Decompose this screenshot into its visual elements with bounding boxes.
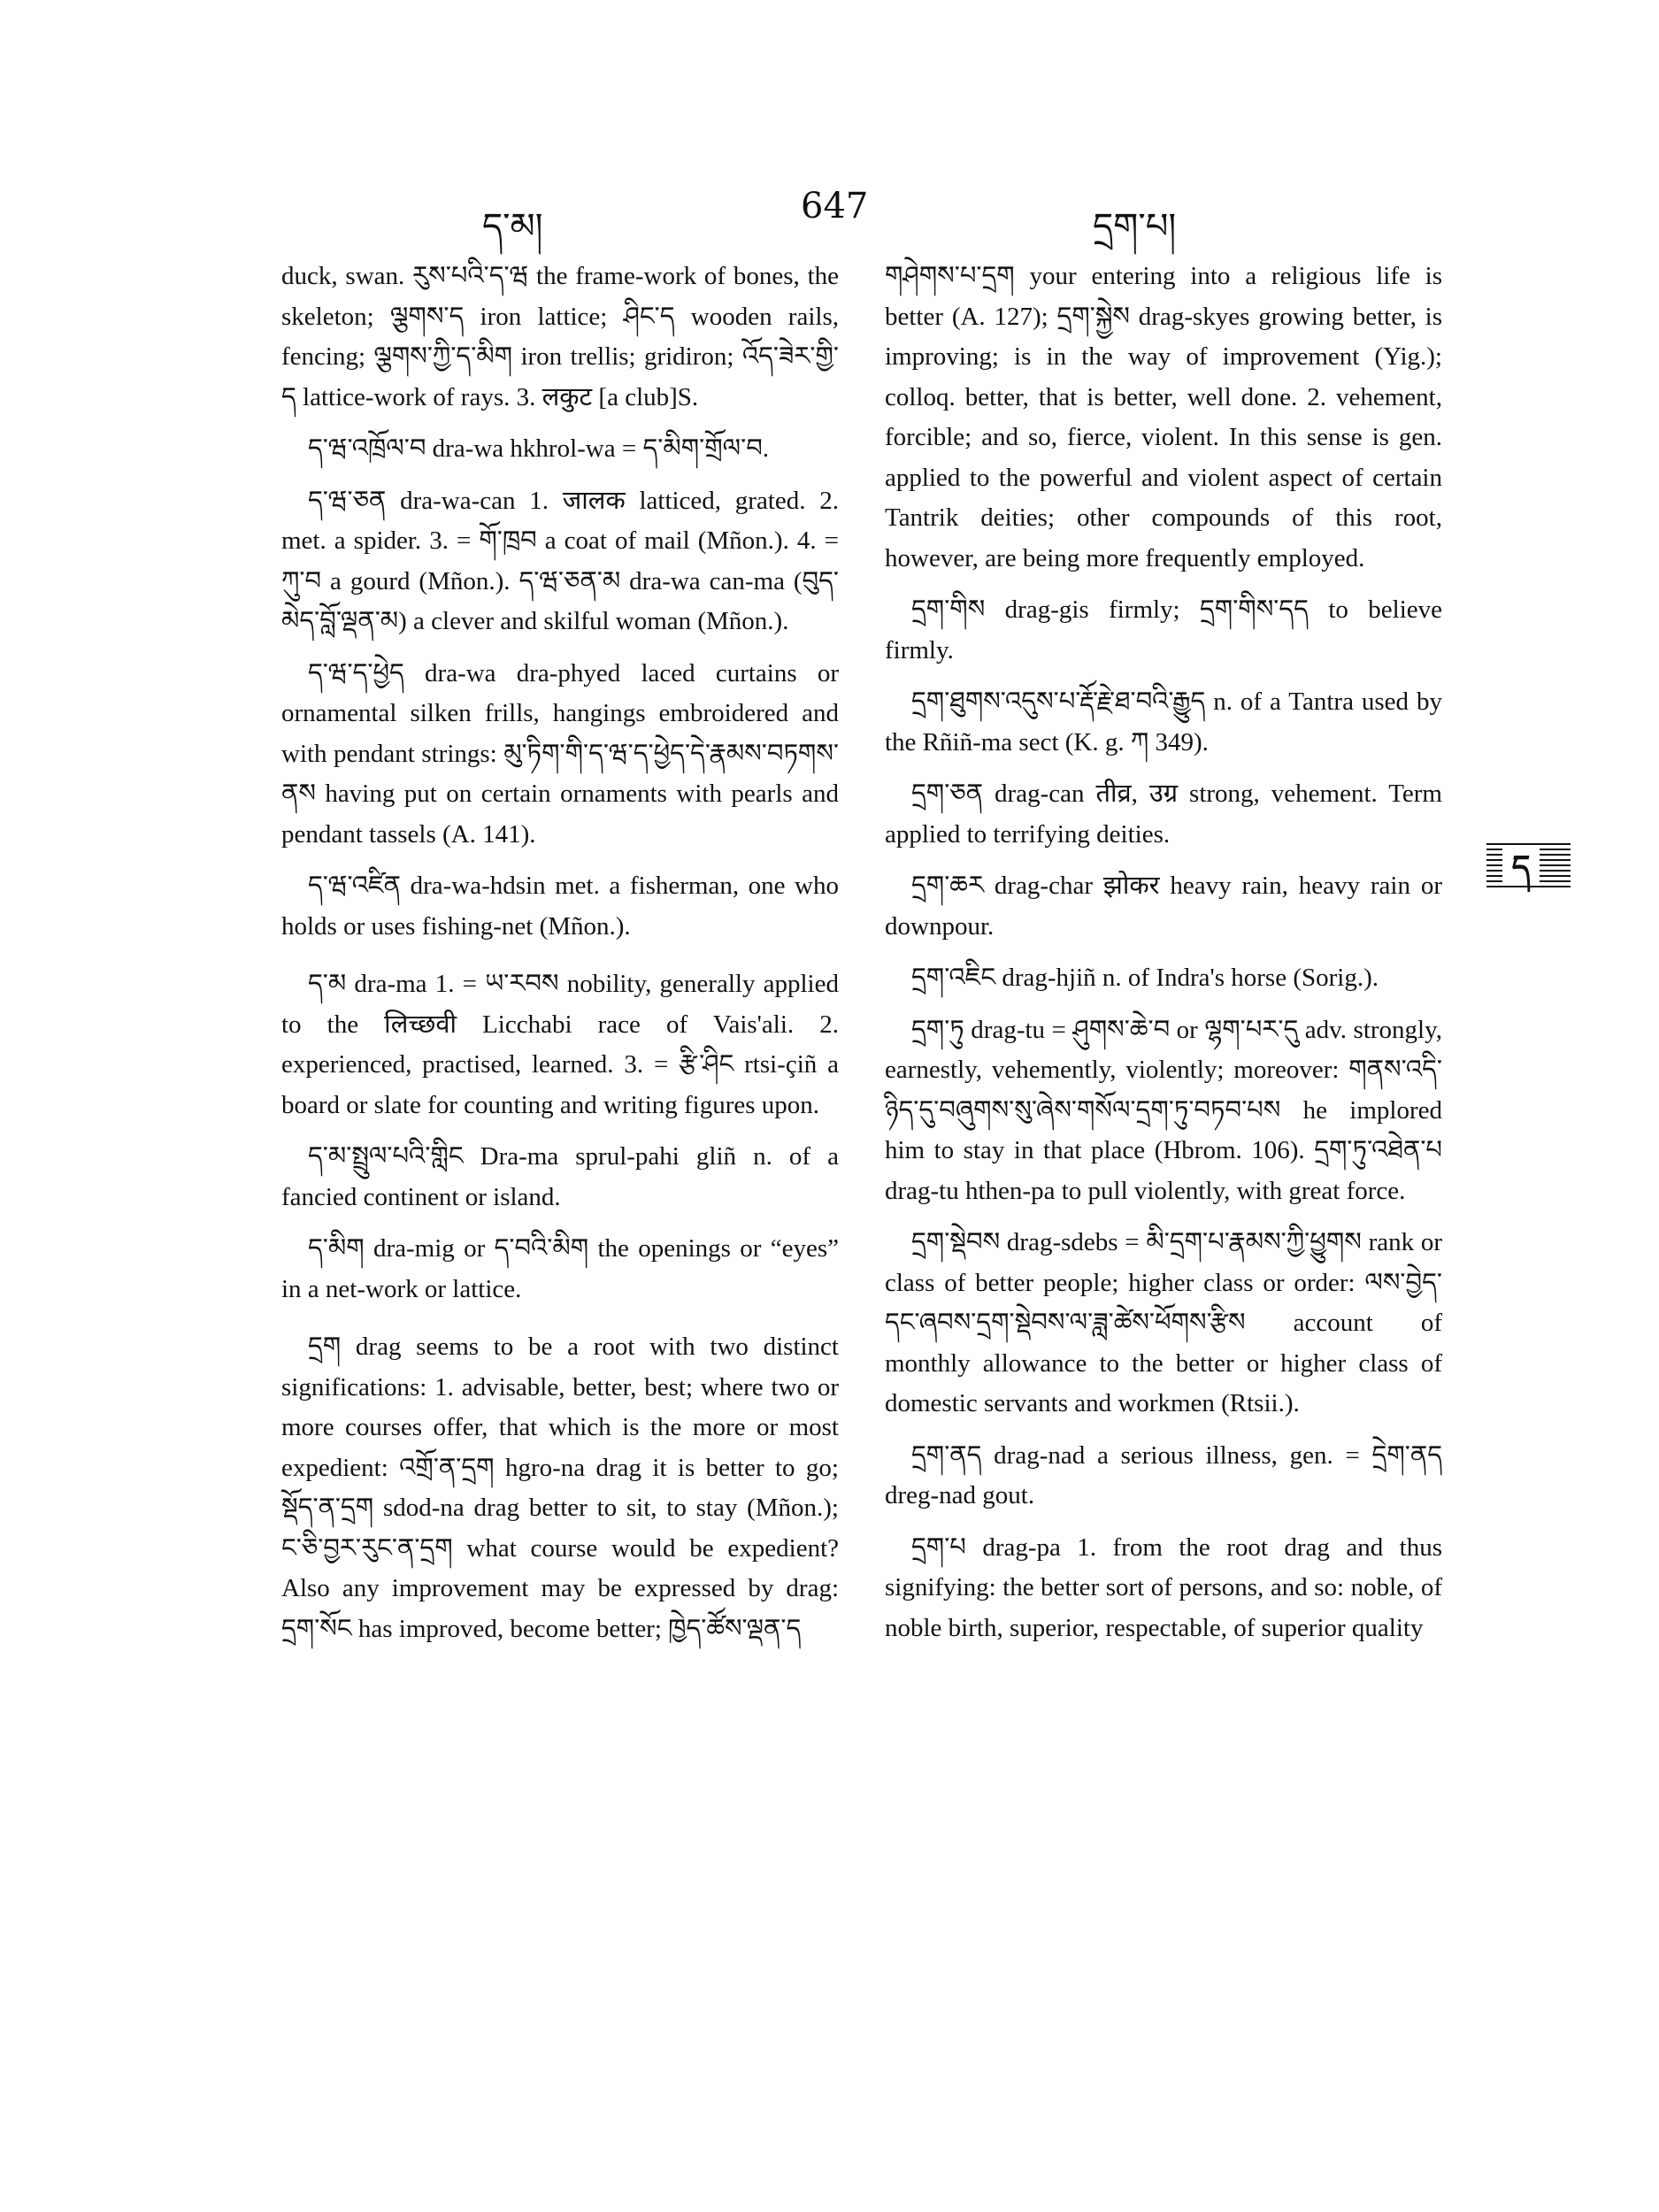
entry: དྲག་པ drag-pa 1. from the root drag and thus signifying: the better sort of persons, and so: noble, of noble birth, superior, respectable, of superior quality bbox=[885, 1532, 1442, 1642]
entry: ད་ཝ་ཅན dra-wa-can 1. जालक latticed, grated. 2. met. a spider. 3. = གོ་ཁྲབ a coat of mail (Mñon.). 4. = ཀུ་བ a gourd (Mñon.). ད་ཝ་ཅན་མ dra-wa can-ma (བུད་མེད་བློ་ལྡན་མ) a clever and skilful woman (Mñon.). bbox=[281, 486, 839, 635]
entry: དྲག་གིས drag-gis firmly; དྲག་གིས་དད to believe firmly. bbox=[885, 595, 1442, 664]
page-number: 647 bbox=[801, 186, 869, 227]
page-header bbox=[279, 186, 1455, 248]
entry: ད་མིག dra-mig or ད་བའི་མིག the openings or “eyes” in a net-work or lattice. bbox=[281, 1234, 839, 1303]
entry: ད་ཝ་འཁྲོལ་བ dra-wa hkhrol-wa = ད་མིག་གྲོལ་བ. bbox=[308, 434, 770, 463]
thumb-index-icon bbox=[1486, 839, 1571, 892]
entry: དྲག་ཐུགས་འདུས་པ་རྡོ་རྗེ་ཐ་བའི་རྒྱུད n. of a Tantra used by the Rñiñ-ma sect (K. g. ཀ 349). bbox=[885, 687, 1442, 757]
right-column bbox=[885, 257, 1442, 1660]
entry: ད་ཝ་འཛིན dra-wa-hdsin met. a fisherman, one who holds or uses fishing-net (Mñon.). bbox=[281, 872, 839, 941]
thumb-index-tab bbox=[1486, 839, 1571, 892]
entry: ད་མ་སྤྲུལ་པའི་གླིང Dra-ma sprul-pahi gliñ n. of a fancied continent or island. bbox=[281, 1142, 839, 1211]
entry: དྲག་འཇིང drag-hjiñ n. of Indra's horse (Sorig.). bbox=[911, 964, 1379, 992]
entry: ད་ཝ་ད་ཕྱེད dra-wa dra-phyed laced curtains or ornamental silken frills, hangings embroidered and with pendant strings: མུ་ཏིག་གི་ད་ཝ་ད་ཕྱེད་དེ་རྣམས་བཏགས་ནས having put on certain ornaments with pearls and pendant tassels (A. 141). bbox=[281, 658, 839, 849]
entry: དྲག་ནད drag-nad a serious illness, gen. = དྲེག་ནད dreg-nad gout. bbox=[885, 1440, 1442, 1509]
header-left-title: ད་མ། bbox=[482, 206, 543, 247]
thumb-index-glyph: ད bbox=[1511, 849, 1531, 886]
entry: གཤེགས་པ་དྲག your entering into a religious life is better (A. 127); དྲག་སྐྱེས drag-skyes growing better, is improving; is in the way of improvement (Yig.); colloq. better, that is better, well done. 2. vehement, forcible; and so, fierce, violent. In this sense is gen. applied to the powerful and violent aspect of certain Tantrik deities; other compounds of this root, however, are being more frequently employed. bbox=[885, 262, 1442, 572]
entry: duck, swan. རུས་པའི་ད་ཝ the frame-work of bones, the skeleton; ལྕགས་ད iron lattice; ཤིང་ད wooden rails, fencing; ལྕགས་ཀྱི་ད་མིག iron trellis; gridiron; འོད་ཟེར་གྱི་ད lattice-work of rays. 3. लकुट [a club]S. bbox=[281, 262, 839, 411]
left-column bbox=[281, 257, 839, 1661]
entry: དྲག་ཅན drag-can तीव्र, उग्र strong, vehement. Term applied to terrifying deities. bbox=[885, 780, 1442, 849]
entry: དྲག་སྡེབས drag-sdebs = མི་དྲག་པ་རྣམས་ཀྱི་ཕྱུགས rank or class of better people; higher class or order: ལས་བྱེད་དང་ཞབས་དྲག་སྡེབས་ལ་ཟླ་ཚེས་ཕོགས་རྩིས account of monthly allowance to the better or higher class of domestic servants and workmen (Rtsii.). bbox=[885, 1228, 1442, 1417]
entry: དྲག་ཏུ drag-tu = ཤུགས་ཆེ་བ or ལྷག་པར་དུ adv. strongly, earnestly, vehemently, violently; moreover: གནས་འདི་ཉིད་དུ་བཞུགས་སུ་ཞེས་གསོལ་དྲག་ཏུ་བཏབ་པས he implored him to stay in that place (Hbrom. 106). དྲག་ཏུ་འཐེན་པ drag-tu hthen-pa to pull violently, with great force. bbox=[885, 1015, 1442, 1205]
entry: ད་མ dra-ma 1. = ཡ་རབས nobility, generally applied to the लिच्छवी Licchabi race of Vais'ali. 2. experienced, practised, learned. 3. = རྩི་ཤིང rtsi-çiñ a board or slate for counting and writing figures upon. bbox=[281, 970, 839, 1119]
header-right-title: དྲག་པ། bbox=[1093, 206, 1177, 247]
entry: དྲག་ཆར drag-char झोकर heavy rain, heavy rain or downpour. bbox=[885, 872, 1442, 941]
entry: དྲག drag seems to be a root with two distinct significations: 1. advisable, better, best; where two or more courses offer, that which is the more or most expedient: འགྲོ་ན་དྲག hgro-na drag it is better to go; སྡོད་ན་དྲག sdod-na drag better to sit, to stay (Mñon.); ང་ཅི་བྱར་རུང་ན་དྲག what course would be expedient? Also any improvement may be expressed by drag: དྲག་སོང has improved, become better; ཁྱེད་ཚོས་ལྡན་ད bbox=[281, 1333, 839, 1643]
